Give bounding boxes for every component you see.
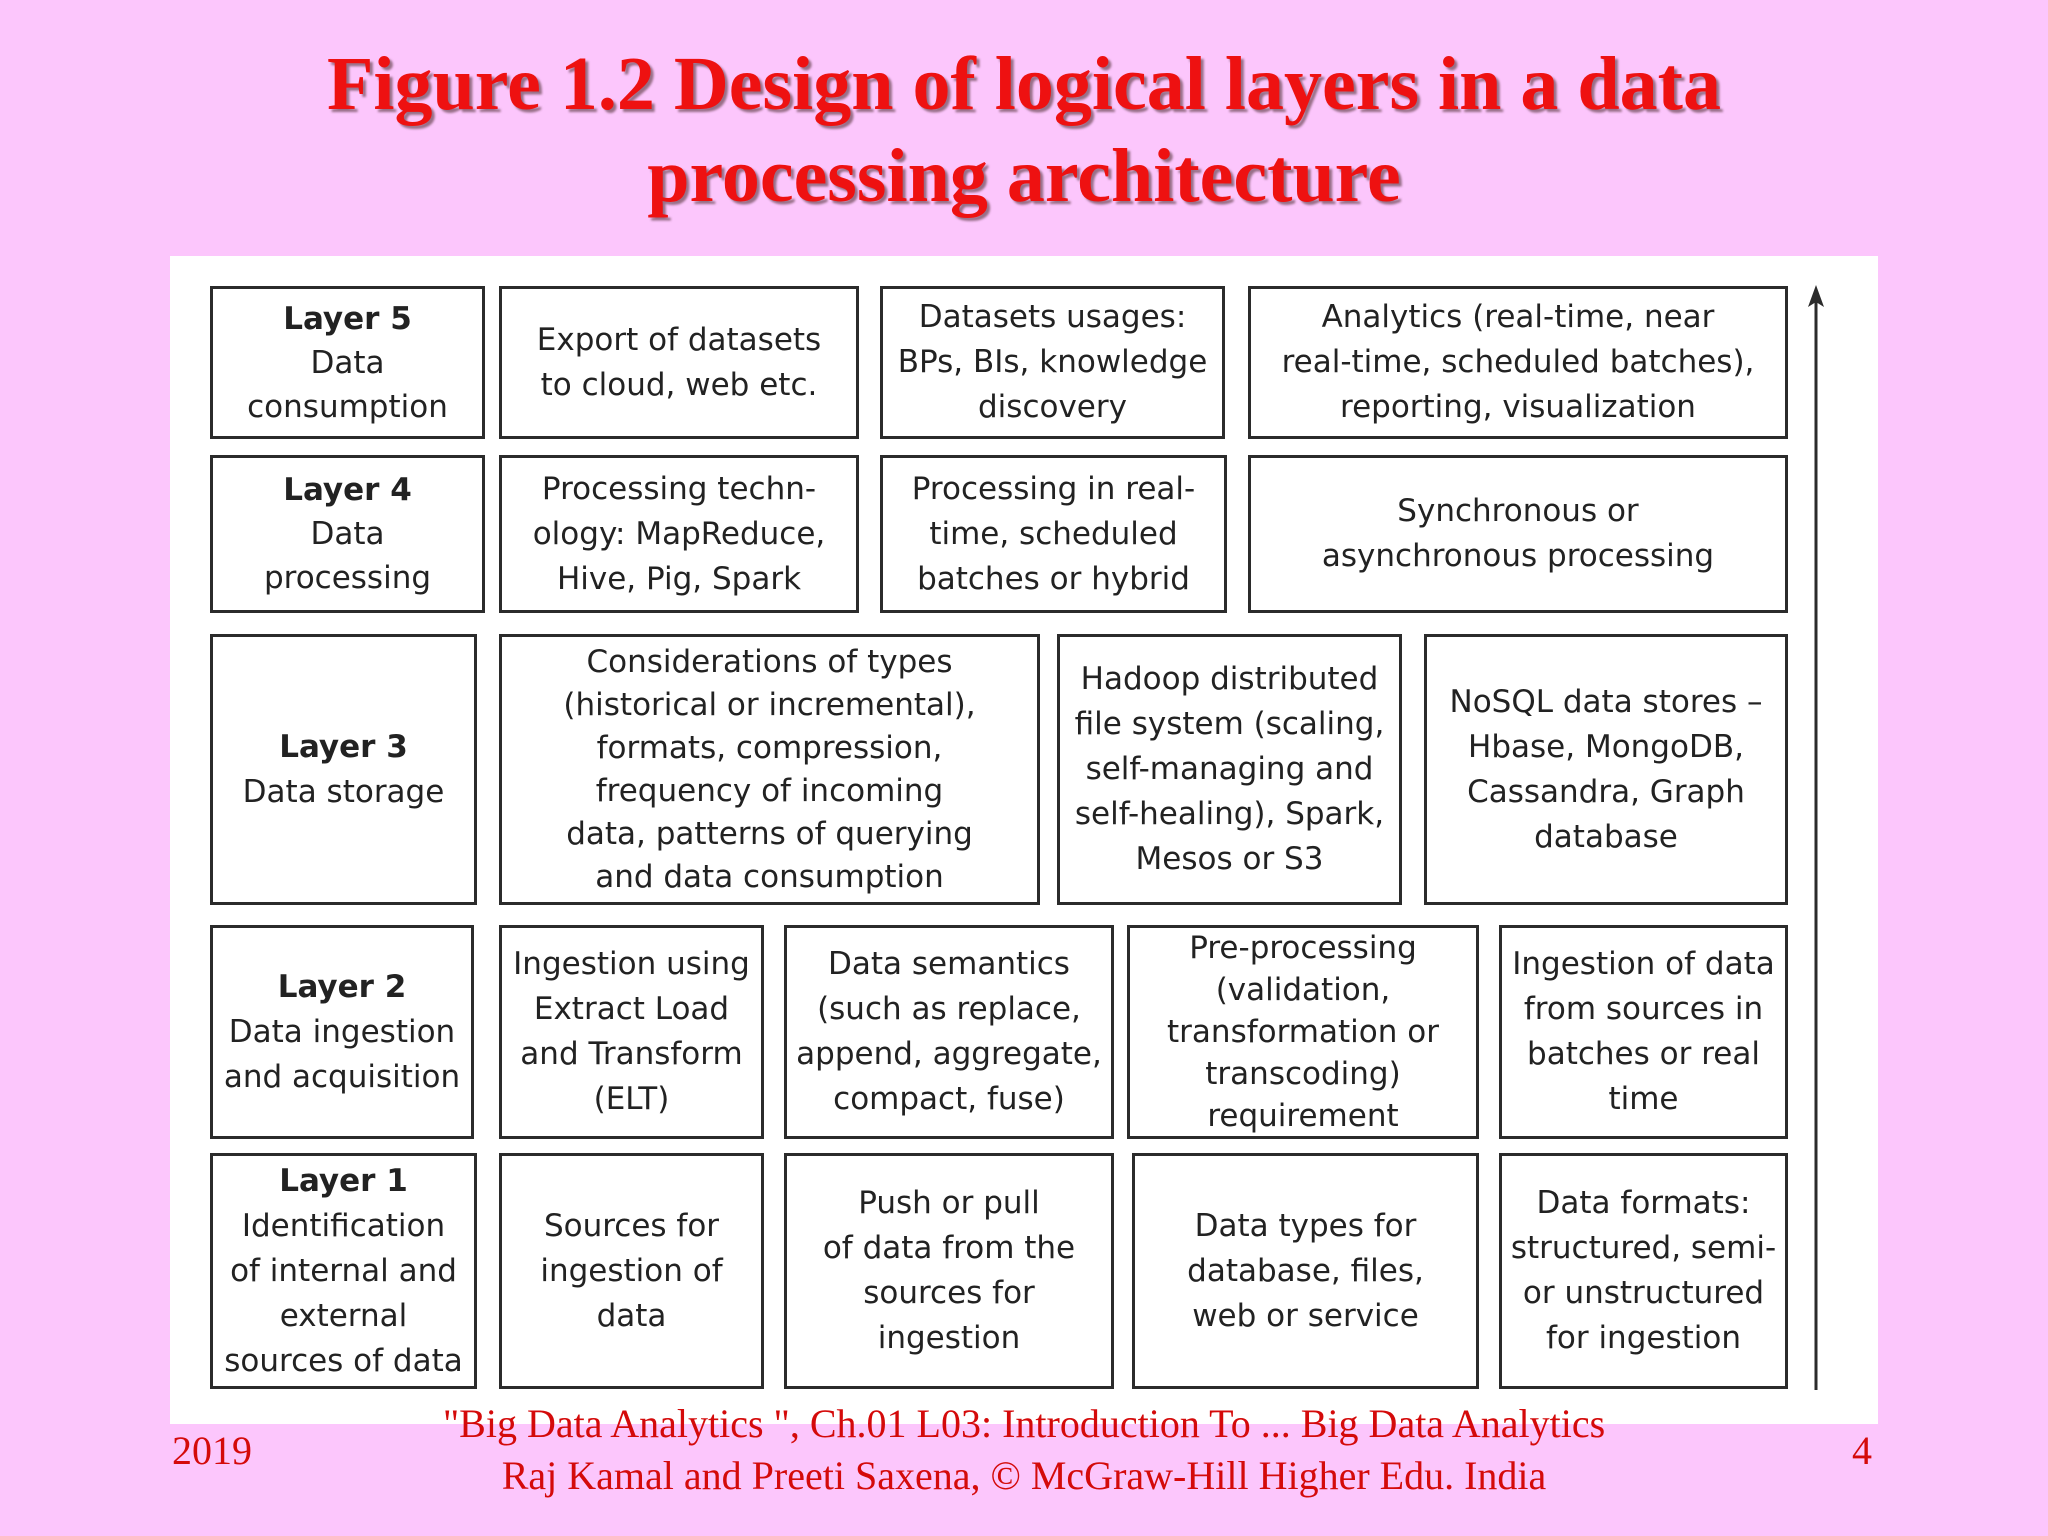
footer-authors-line: Raj Kamal and Preeti Saxena, © McGraw-Hill Higher Edu. India <box>501 1453 1547 1498</box>
slide-title <box>0 38 2048 222</box>
layer2-label <box>210 925 474 1139</box>
layer1-label <box>210 1153 477 1389</box>
layer2-preprocessing-box: Pre-processing (validation, transformation or transcoding) requirement <box>1127 925 1479 1139</box>
footer-year: 2019 <box>172 1428 252 1473</box>
layer5-usages-box: Datasets usages: BPs, BIs, knowledge discovery <box>880 286 1225 439</box>
slide-title-line1: Figure 1.2 Design of logical layers in a data <box>327 42 1721 126</box>
layer1-name: Layer 1 <box>279 1162 408 1199</box>
layer1-data-types-box: Data types for database, files, web or service <box>1132 1153 1479 1389</box>
layer4-sync-box: Synchronous or asynchronous processing <box>1248 455 1788 613</box>
layer1-data-formats-box: Data formats: structured, semi- or unstructured for ingestion <box>1499 1153 1788 1389</box>
layer1-ingestion-sources-box: Sources for ingestion of data <box>499 1153 764 1389</box>
layer3-label <box>210 634 477 905</box>
layer5-name: Layer 5 <box>283 300 412 337</box>
slide-title-line2: processing architecture <box>647 134 1401 218</box>
layer5-label <box>210 286 485 439</box>
layer4-name: Layer 4 <box>283 472 412 508</box>
layer3-considerations-box: Considerations of types (historical or incremental), formats, compression, frequency of incoming data, patterns of querying and data consumption <box>499 634 1040 905</box>
layer3-nosql-box: NoSQL data stores – Hbase, MongoDB, Cassandra, Graph database <box>1424 634 1788 905</box>
layer2-name: Layer 2 <box>277 968 407 1005</box>
layer1-push-pull-box: Push or pull of data from the sources for ingestion <box>784 1153 1114 1389</box>
layer5-analytics-box: Analytics (real-time, near real-time, scheduled batches), reporting, visualization <box>1248 286 1788 439</box>
layer2-desc: Data ingestion and acquisition <box>223 1013 461 1095</box>
layer1-desc: Identification of internal and external sources of data <box>224 1207 463 1379</box>
layer3-name: Layer 3 <box>279 728 408 765</box>
layer5-desc: Data consumption <box>247 344 448 425</box>
layer3-hdfs-box: Hadoop distributed file system (scaling, self-managing and self-healing), Spark, Mesos or S3 <box>1057 634 1402 905</box>
layer4-label <box>210 455 485 613</box>
layer4-technology-box: Processing techn- ology: MapReduce, Hive, Pig, Spark <box>499 455 859 613</box>
layer4-desc: Data processing <box>263 516 432 596</box>
footer-course-line: "Big Data Analytics ", Ch.01 L03: Introduction To ... Big Data Analytics <box>442 1401 1606 1446</box>
layer2-semantics-box: Data semantics (such as replace, append, aggregate, compact, fuse) <box>784 925 1114 1139</box>
layer2-elt-box: Ingestion using Extract Load and Transform (ELT) <box>499 925 764 1139</box>
layer3-desc: Data storage <box>242 773 445 810</box>
layer2-sources-box: Ingestion of data from sources in batches or real time <box>1499 925 1788 1139</box>
layer4-realtime-box: Processing in real- time, scheduled batches or hybrid <box>880 455 1227 613</box>
layer5-export-box: Export of datasets to cloud, web etc. <box>499 286 859 439</box>
page-number: 4 <box>1852 1428 1872 1473</box>
upward-arrow-icon <box>1806 285 1826 1390</box>
